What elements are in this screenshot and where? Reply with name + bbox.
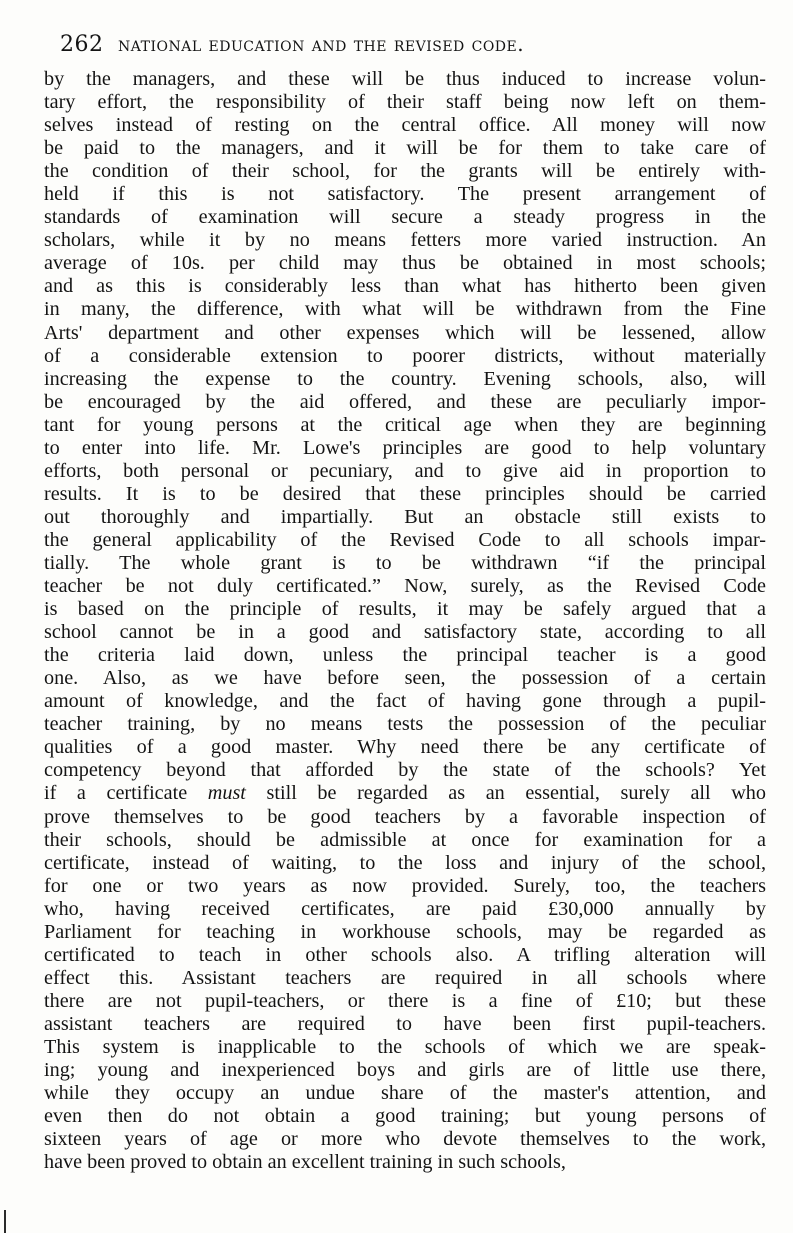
text-line: certificate, instead of waiting, to the loss and injury of the school, bbox=[44, 851, 766, 874]
text-line: have been proved to obtain an excellent training in such schools, bbox=[44, 1151, 566, 1174]
running-header bbox=[60, 32, 760, 57]
text-line: be encouraged by the aid offered, and these are peculiarly impor- bbox=[44, 390, 766, 413]
text-line: This system is inapplicable to the schools of which we are speak- bbox=[44, 1035, 766, 1058]
text-line: who, having received certificates, are paid £30,000 annually by bbox=[44, 897, 766, 920]
text-line: certificated to teach in other schools also. A trifling alteration will bbox=[44, 943, 766, 966]
text-line: increasing the expense to the country. Evening schools, also, will bbox=[44, 367, 766, 390]
text-line: there are not pupil-teachers, or there is a fine of £10; but these bbox=[44, 989, 766, 1012]
text-line: for one or two years as now provided. Surely, too, the teachers bbox=[44, 874, 766, 897]
emphasis-must: must bbox=[207, 782, 246, 805]
text-line: scholars, while it by no means fetters more varied instruction. An bbox=[44, 229, 766, 252]
text-line: effect this. Assistant teachers are required in all schools where bbox=[44, 966, 766, 989]
text-line: of a considerable extension to poorer districts, without materially bbox=[44, 344, 766, 367]
text-line: while they occupy an undue share of the master's attention, and bbox=[44, 1082, 766, 1105]
text-line: school cannot be in a good and satisfactory state, according to all bbox=[44, 621, 766, 644]
text-line: even then do not obtain a good training; but young persons of bbox=[44, 1105, 766, 1128]
running-title: national education and the revised code. bbox=[118, 32, 525, 56]
text-line: their schools, should be admissible at once for examination for a bbox=[44, 828, 766, 851]
text-line: the condition of their school, for the grants will be entirely with- bbox=[44, 160, 766, 183]
text-line: competency beyond that afforded by the state of the schools? Yet bbox=[44, 759, 766, 782]
text-line: if a certificate must still be regarded as an essential, surely all who bbox=[44, 782, 766, 805]
text-line: average of 10s. per child may thus be obtained in most schools; bbox=[44, 252, 766, 275]
text-line: in many, the difference, with what will be withdrawn from the Fine bbox=[44, 298, 766, 321]
body-text bbox=[44, 68, 766, 1174]
text-line: qualities of a good master. Why need there be any certificate of bbox=[44, 736, 766, 759]
text-line: to enter into life. Mr. Lowe's principles are good to help voluntary bbox=[44, 436, 766, 459]
text-line: prove themselves to be good teachers by a favorable inspection of bbox=[44, 805, 766, 828]
text-line: selves instead of resting on the central office. All money will now bbox=[44, 114, 766, 137]
text-line: the general applicability of the Revised Code to all schools impar- bbox=[44, 528, 766, 551]
text-line: ing; young and inexperienced boys and girls are of little use there, bbox=[44, 1059, 766, 1082]
text-line: tant for young persons at the critical age when they are beginning bbox=[44, 413, 766, 436]
text-line: tary effort, the responsibility of their staff being now left on them- bbox=[44, 91, 766, 114]
text-line: assistant teachers are required to have been first pupil-teachers. bbox=[44, 1012, 766, 1035]
text-line: efforts, both personal or pecuniary, and to give aid in proportion to bbox=[44, 459, 766, 482]
text-line: teacher training, by no means tests the possession of the peculiar bbox=[44, 713, 766, 736]
page-edge-mark bbox=[4, 1210, 6, 1233]
text-line: is based on the principle of results, it may be safely argued that a bbox=[44, 598, 766, 621]
text-line: be paid to the managers, and it will be for them to take care of bbox=[44, 137, 766, 160]
text-line: sixteen years of age or more who devote themselves to the work, bbox=[44, 1128, 766, 1151]
text-line: standards of examination will secure a steady progress in the bbox=[44, 206, 766, 229]
text-line: teacher be not duly certificated.” Now, surely, as the Revised Code bbox=[44, 575, 766, 598]
text-line: amount of knowledge, and the fact of having gone through a pupil- bbox=[44, 690, 766, 713]
text-line: out thoroughly and impartially. But an obstacle still exists to bbox=[44, 505, 766, 528]
text-line: held if this is not satisfactory. The present arrangement of bbox=[44, 183, 766, 206]
text-line: the criteria laid down, unless the principal teacher is a good bbox=[44, 644, 766, 667]
text-line: tially. The whole grant is to be withdrawn “if the principal bbox=[44, 551, 766, 574]
page-number: 262 bbox=[60, 32, 104, 57]
text-line: Arts' department and other expenses which will be lessened, allow bbox=[44, 321, 766, 344]
text-line: results. It is to be desired that these principles should be carried bbox=[44, 482, 766, 505]
text-line: Parliament for teaching in workhouse schools, may be regarded as bbox=[44, 920, 766, 943]
text-line: by the managers, and these will be thus induced to increase volun- bbox=[44, 68, 766, 90]
text-line: one. Also, as we have before seen, the possession of a certain bbox=[44, 667, 766, 690]
text-line: and as this is considerably less than what has hitherto been given bbox=[44, 275, 766, 298]
